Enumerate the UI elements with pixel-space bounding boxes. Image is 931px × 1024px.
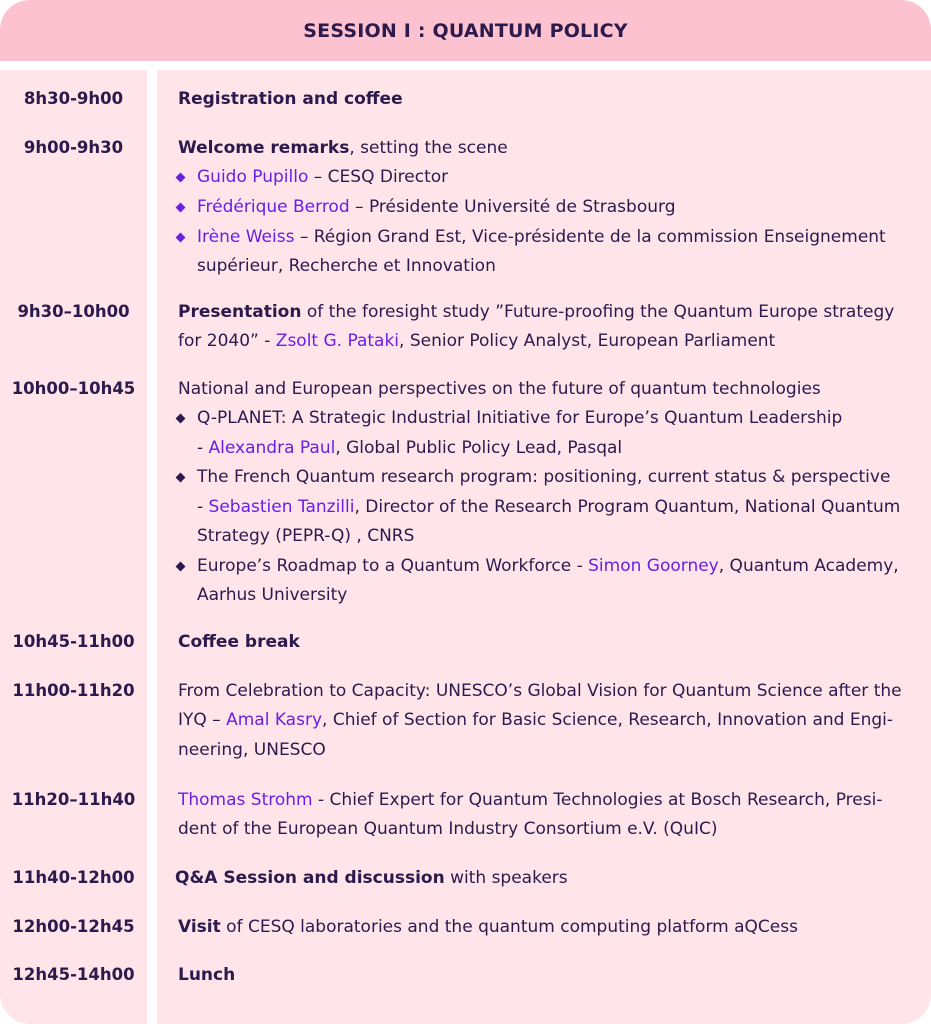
agenda-item-cont: dent of the European Quantum Industry Consortium e.V. (QuIC) — [178, 819, 718, 839]
time-slot: 11h00-11h20 — [12, 681, 135, 700]
time-slot: 10h45-11h00 — [12, 632, 135, 651]
agenda-item: From Celebration to Capacity: UNESCO’s Global Vision for Quantum Science after the — [178, 681, 902, 701]
speaker-name: Zsolt G. Pataki — [275, 331, 400, 351]
agenda-item: Q&A Session and discussion with speakers — [175, 868, 568, 888]
agenda-item-cont: IYQ – Amal Kasry, Chief of Section for Basic Science, Research, Innovation and Engi- — [178, 710, 894, 730]
speaker-line: Guido Pupillo – CESQ Director — [197, 167, 449, 187]
time-slot: 8h30-9h00 — [23, 89, 124, 108]
agenda-item-cont: neering, UNESCO — [178, 740, 326, 760]
session-title: SESSION I : QUANTUM POLICY — [303, 19, 628, 42]
agenda-item: Welcome remarks, setting the scene — [178, 138, 508, 158]
time-slot: 9h30–10h00 — [17, 302, 130, 321]
speaker-name: Thomas Strohm — [178, 790, 313, 810]
agenda-item: Visit of CESQ laboratories and the quantum computing platform aQCess — [178, 917, 798, 937]
time-slot: 11h40-12h00 — [12, 868, 135, 887]
time-slot: 11h20–11h40 — [11, 790, 136, 809]
sub-item-cont: - Sebastien Tanzilli, Director of the Research Program Quantum, National Quantum — [197, 497, 901, 517]
time-slot: 10h00–10h45 — [11, 379, 136, 398]
sub-item-cont: Strategy (PEPR-Q) , CNRS — [197, 526, 415, 546]
time-slot: 12h00-12h45 — [12, 917, 135, 936]
agenda-item: Presentation of the foresight study ”Future-proofing the Quantum Europe strategy — [178, 302, 895, 322]
agenda-item-cont: for 2040” - Zsolt G. Pataki, Senior Policy Analyst, European Parliament — [178, 331, 776, 351]
speaker-name: Simon Goorney — [588, 556, 719, 576]
speaker-name: Alexandra Paul — [208, 438, 336, 458]
sub-item: The French Quantum research program: positioning, current status & perspective — [197, 467, 891, 487]
sub-item: Europe’s Roadmap to a Quantum Workforce - Simon Goorney, Quantum Academy, — [197, 556, 899, 576]
agenda-item: National and European perspectives on the future of quantum technologies — [178, 379, 821, 399]
speaker-name: Frédérique Berrod — [197, 197, 350, 217]
speaker-name: Guido Pupillo — [197, 167, 309, 187]
sub-item-cont: - Alexandra Paul, Global Public Policy Lead, Pasqal — [197, 438, 623, 458]
sub-item: Q-PLANET: A Strategic Industrial Initiative for Europe’s Quantum Leadership — [197, 408, 843, 428]
speaker-line: Frédérique Berrod – Présidente Université de Strasbourg — [197, 197, 676, 217]
speaker-name: Sebastien Tanzilli — [208, 497, 355, 517]
sub-item-cont: Aarhus University — [197, 585, 348, 605]
time-slot: 9h00-9h30 — [23, 138, 124, 157]
agenda-item: Lunch — [178, 965, 236, 985]
agenda-item: Coffee break — [178, 632, 300, 652]
agenda-item: Registration and coffee — [178, 89, 403, 109]
speaker-line-cont: supérieur, Recherche et Innovation — [197, 256, 496, 276]
speaker-name: Amal Kasry — [226, 710, 323, 730]
speaker-name: Irène Weiss — [197, 227, 295, 247]
session-header — [0, 0, 931, 61]
speaker-line: Irène Weiss – Région Grand Est, Vice-présidente de la commission Enseignement — [197, 227, 886, 247]
agenda-item: Thomas Strohm - Chief Expert for Quantum Technologies at Bosch Research, Presi- — [178, 790, 883, 810]
time-slot: 12h45-14h00 — [12, 965, 135, 984]
